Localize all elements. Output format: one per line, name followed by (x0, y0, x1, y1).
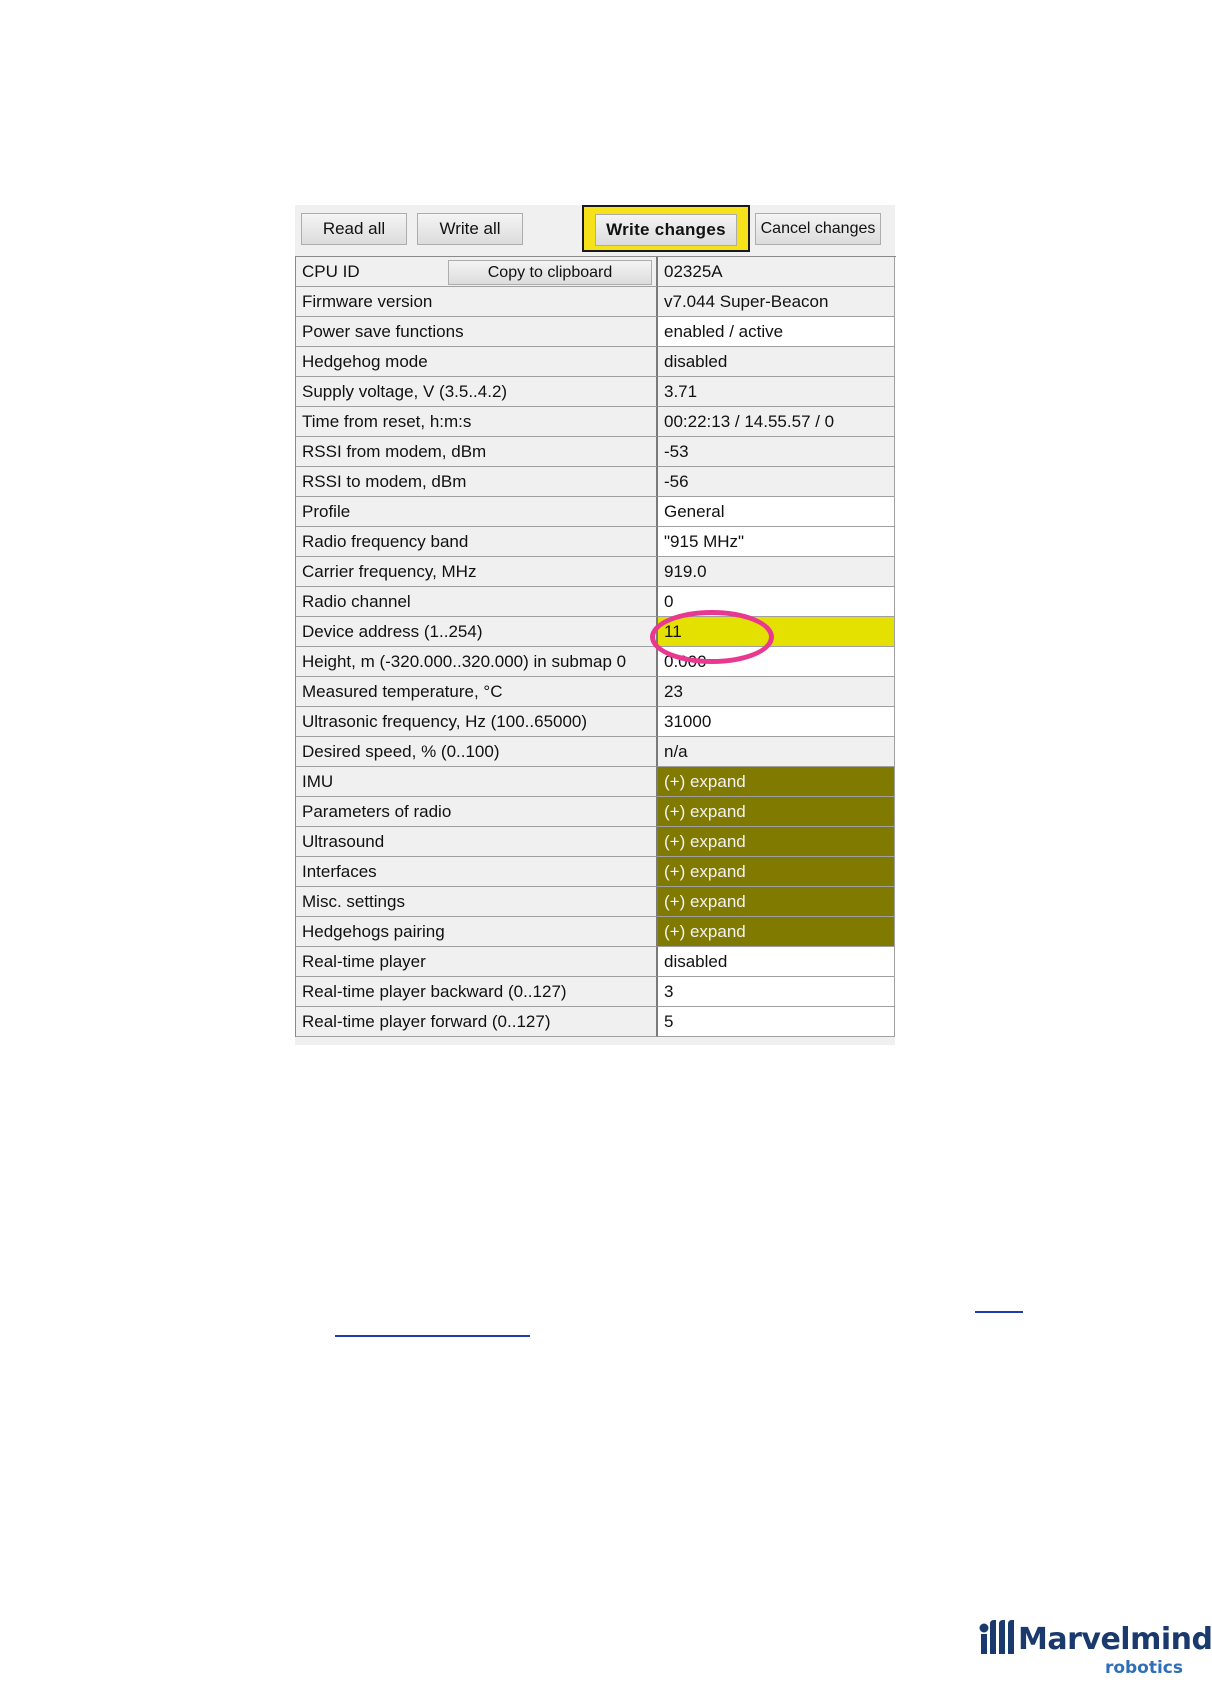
setting-name: Ultrasound (296, 827, 658, 857)
setting-name: Parameters of radio (296, 797, 658, 827)
setting-name: Supply voltage, V (3.5..4.2) (296, 377, 658, 407)
table-row (296, 527, 896, 557)
setting-name: CPU ID (296, 257, 658, 287)
setting-name: Radio frequency band (296, 527, 658, 557)
table-row (296, 557, 896, 587)
setting-value[interactable]: 0 (658, 587, 895, 617)
setting-name: Carrier frequency, MHz (296, 557, 658, 587)
setting-name: Real-time player forward (0..127) (296, 1007, 658, 1037)
table-row (296, 587, 896, 617)
setting-name: Real-time player (296, 947, 658, 977)
table-row (296, 287, 896, 317)
setting-value[interactable]: disabled (658, 947, 895, 977)
expand-group-cell[interactable]: (+) expand (658, 887, 895, 917)
table-row (296, 677, 896, 707)
table-row (296, 947, 896, 977)
setting-value[interactable]: 02325A (658, 257, 895, 287)
settings-table (295, 256, 896, 1037)
setting-name: Profile (296, 497, 658, 527)
setting-name: Time from reset, h:m:s (296, 407, 658, 437)
setting-value[interactable]: 31000 (658, 707, 895, 737)
beacon-settings-panel (295, 205, 895, 1045)
table-row (296, 917, 896, 947)
setting-value[interactable]: v7.044 Super-Beacon (658, 287, 895, 317)
table-row (296, 257, 896, 287)
write-changes-button[interactable]: Write changes (595, 214, 737, 246)
setting-value[interactable]: -53 (658, 437, 895, 467)
setting-name: Firmware version (296, 287, 658, 317)
setting-value[interactable]: General (658, 497, 895, 527)
copy-to-clipboard-button[interactable]: Copy to clipboard (448, 260, 652, 285)
setting-value[interactable]: "915 MHz" (658, 527, 895, 557)
setting-value[interactable]: 00:22:13 / 14.55.57 / 0 (658, 407, 895, 437)
setting-name: RSSI from modem, dBm (296, 437, 658, 467)
hyperlink-underline[interactable] (335, 1335, 530, 1337)
table-row (296, 437, 896, 467)
setting-value[interactable]: -56 (658, 467, 895, 497)
setting-value[interactable]: enabled / active (658, 317, 895, 347)
table-row (296, 647, 896, 677)
table-row (296, 497, 896, 527)
hyperlink-underline[interactable] (975, 1311, 1023, 1313)
table-row (296, 467, 896, 497)
marvelmind-logo-icon (978, 1620, 1016, 1656)
setting-name: Height, m (-320.000..320.000) in submap 0 (296, 647, 658, 677)
table-row (296, 317, 896, 347)
setting-name: Power save functions (296, 317, 658, 347)
cancel-changes-button[interactable]: Cancel changes (755, 213, 881, 245)
read-all-button[interactable]: Read all (301, 213, 407, 245)
table-row (296, 707, 896, 737)
table-row (296, 977, 896, 1007)
table-row (296, 767, 896, 797)
logo-wordmark: Marvelmind (1018, 1622, 1212, 1657)
setting-name: IMU (296, 767, 658, 797)
toolbar (295, 205, 895, 257)
marvelmind-logo (978, 1618, 1212, 1678)
table-row (296, 347, 896, 377)
table-row (296, 737, 896, 767)
setting-value[interactable]: disabled (658, 347, 895, 377)
setting-name: Hedgehog mode (296, 347, 658, 377)
expand-group-cell[interactable]: (+) expand (658, 767, 895, 797)
expand-group-cell[interactable]: (+) expand (658, 827, 895, 857)
setting-value[interactable]: 11 (658, 617, 895, 647)
setting-name: Device address (1..254) (296, 617, 658, 647)
logo-subtitle: robotics (1104, 1658, 1183, 1678)
setting-name: Misc. settings (296, 887, 658, 917)
table-row (296, 797, 896, 827)
setting-name: Real-time player backward (0..127) (296, 977, 658, 1007)
expand-group-cell[interactable]: (+) expand (658, 797, 895, 827)
table-row (296, 617, 896, 647)
expand-group-cell[interactable]: (+) expand (658, 917, 895, 947)
setting-value[interactable]: 0.000 (658, 647, 895, 677)
setting-value[interactable]: 3 (658, 977, 895, 1007)
setting-value[interactable]: 23 (658, 677, 895, 707)
setting-name: Hedgehogs pairing (296, 917, 658, 947)
table-row (296, 857, 896, 887)
setting-name: Desired speed, % (0..100) (296, 737, 658, 767)
setting-name: Ultrasonic frequency, Hz (100..65000) (296, 707, 658, 737)
setting-name: Radio channel (296, 587, 658, 617)
table-row (296, 827, 896, 857)
setting-name: RSSI to modem, dBm (296, 467, 658, 497)
table-row (296, 377, 896, 407)
setting-value[interactable]: 3.71 (658, 377, 895, 407)
setting-value[interactable]: 919.0 (658, 557, 895, 587)
write-all-button[interactable]: Write all (417, 213, 523, 245)
setting-value[interactable]: n/a (658, 737, 895, 767)
setting-value[interactable]: 5 (658, 1007, 895, 1037)
table-row (296, 407, 896, 437)
table-row (296, 1007, 896, 1037)
setting-name: Measured temperature, °C (296, 677, 658, 707)
setting-name: Interfaces (296, 857, 658, 887)
expand-group-cell[interactable]: (+) expand (658, 857, 895, 887)
table-row (296, 887, 896, 917)
